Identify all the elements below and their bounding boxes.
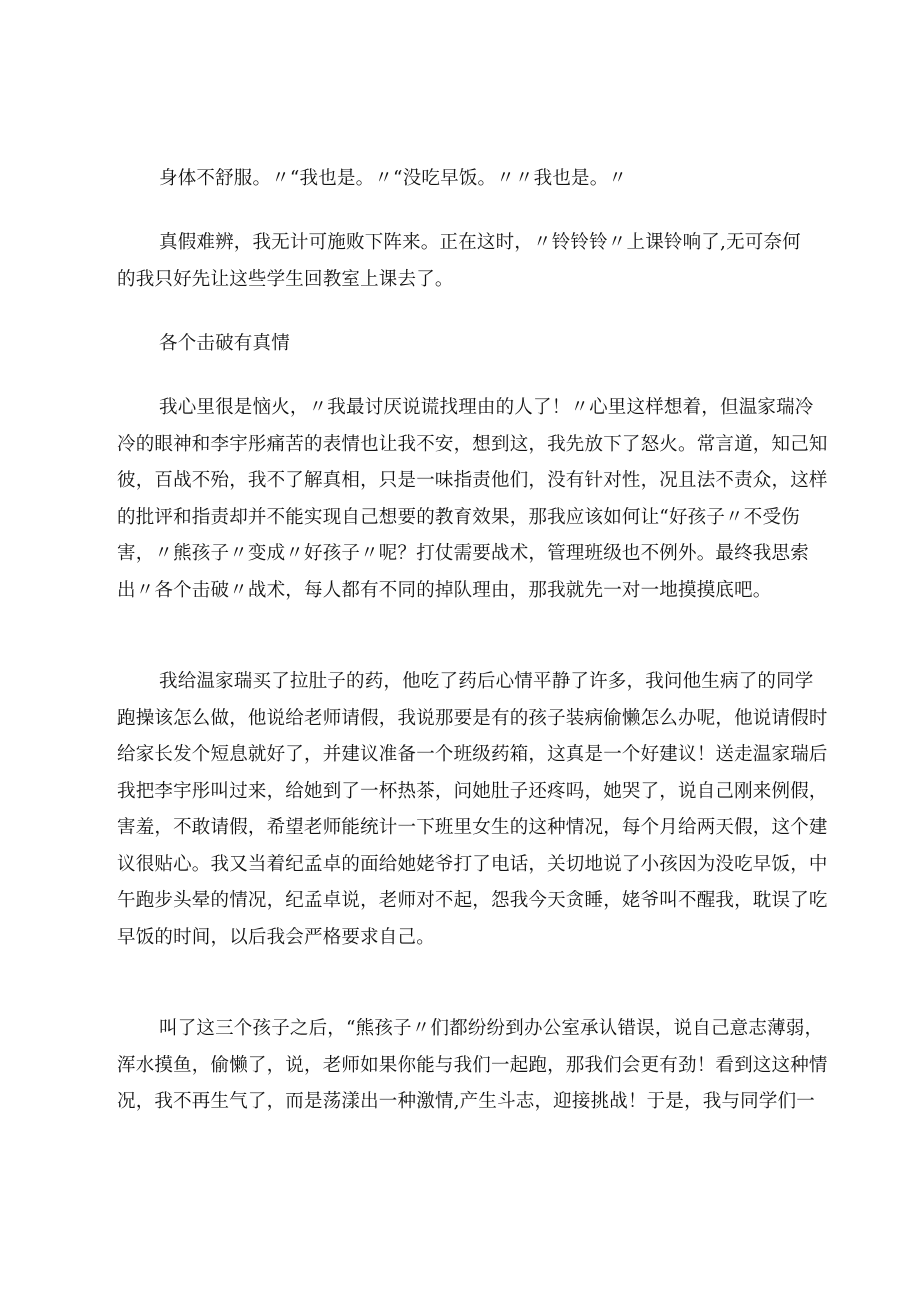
- paragraph-line: 叫了这三个孩子之后，“熊孩子〃们都纷纷到办公室承认错误，说自己意志薄弱，: [159, 1018, 824, 1039]
- paragraph-line: 早饭的时间，以后我会严格要求自己。: [117, 926, 435, 948]
- paragraph-line: 浑水摸鱼，偷懒了，说，老师如果你能与我们一起跑，那我们会更有劲！看到这这种情: [117, 1054, 828, 1076]
- paragraph-line: 况，我不再生气了，而是荡漾出一种激情,产生斗志，迎接挑战！于是，我与同学们一: [117, 1091, 815, 1112]
- paragraph-line: 冷的眼神和李宇彤痛苦的表情也让我不安，想到这，我先放下了怒火。常言道，知己知: [117, 433, 828, 455]
- paragraph-1: [117, 161, 817, 198]
- paragraph-line: 午跑步头晕的情况，纪孟卓说，老师对不起，怨我今天贪睡，姥爷叫不醒我，耽误了吃: [117, 890, 828, 911]
- paragraph-line: 跑操该怎么做，他说给老师请假，我说那要是有的孩子装病偷懒怎么办呢，他说请假时: [117, 707, 828, 729]
- paragraph-line: 给家长发个短息就好了，并建议准备一个班级药箱，这真是一个好建议！送走温家瑞后: [117, 744, 828, 765]
- paragraph-4: [117, 664, 828, 956]
- paragraph-line: 害羞，不敢请假，希望老师能统计一下班里女生的这种情况，每个月给两天假，这个建: [117, 817, 828, 838]
- paragraph-line: 议很贴心。我又当着纪孟卓的面给她姥爷打了电话，关切地说了小孩因为没吃早饭，中: [117, 853, 828, 875]
- paragraph-line: 身体不舒服。〃“我也是。〃“没吃早饭。〃〃我也是。〃: [159, 168, 628, 189]
- paragraph-line: 彼，百战不殆，我不了解真相，只是一味指责他们，没有针对性，况且法不责众，这样: [117, 470, 828, 491]
- paragraph-line: 的我只好先让这些学生回教室上课去了。: [117, 268, 454, 290]
- paragraph-line: 害，〃熊孩子〃变成〃好孩子〃呢？打仗需要战术，管理班级也不例外。最终我思索: [117, 543, 809, 564]
- paragraph-2: [117, 225, 817, 298]
- paragraph-line: 出〃各个击破〃战术，每人都有不同的掉队理由，那我就先一对一地摸摸底吧。: [117, 579, 772, 601]
- paragraph-line: 真假难辨，我无计可施败下阵来。正在这时，〃铃铃铃〃上课铃响了,无可奈何: [159, 232, 801, 253]
- heading-line: 各个击破有真情: [159, 333, 290, 354]
- paragraph-line: 我给温家瑞买了拉肚子的药，他吃了药后心情平静了许多，我问他生病了的同学: [159, 671, 814, 692]
- section-heading: [117, 326, 817, 363]
- paragraph-line: 我把李宇彤叫过来，给她到了一杯热茶，问她肚子还疼吗，她哭了，说自己刚来例假，: [117, 780, 828, 802]
- paragraph-line: 我心里很是恼火，〃我最讨厌说谎找理由的人了！〃心里这样想着，但温家瑞冷: [159, 397, 814, 418]
- paragraph-3: [117, 390, 828, 609]
- paragraph-5: [117, 1011, 828, 1121]
- paragraph-line: 的批评和指责却并不能实现自己想要的教育效果，那我应该如何让“好孩子〃不受伤: [117, 506, 800, 528]
